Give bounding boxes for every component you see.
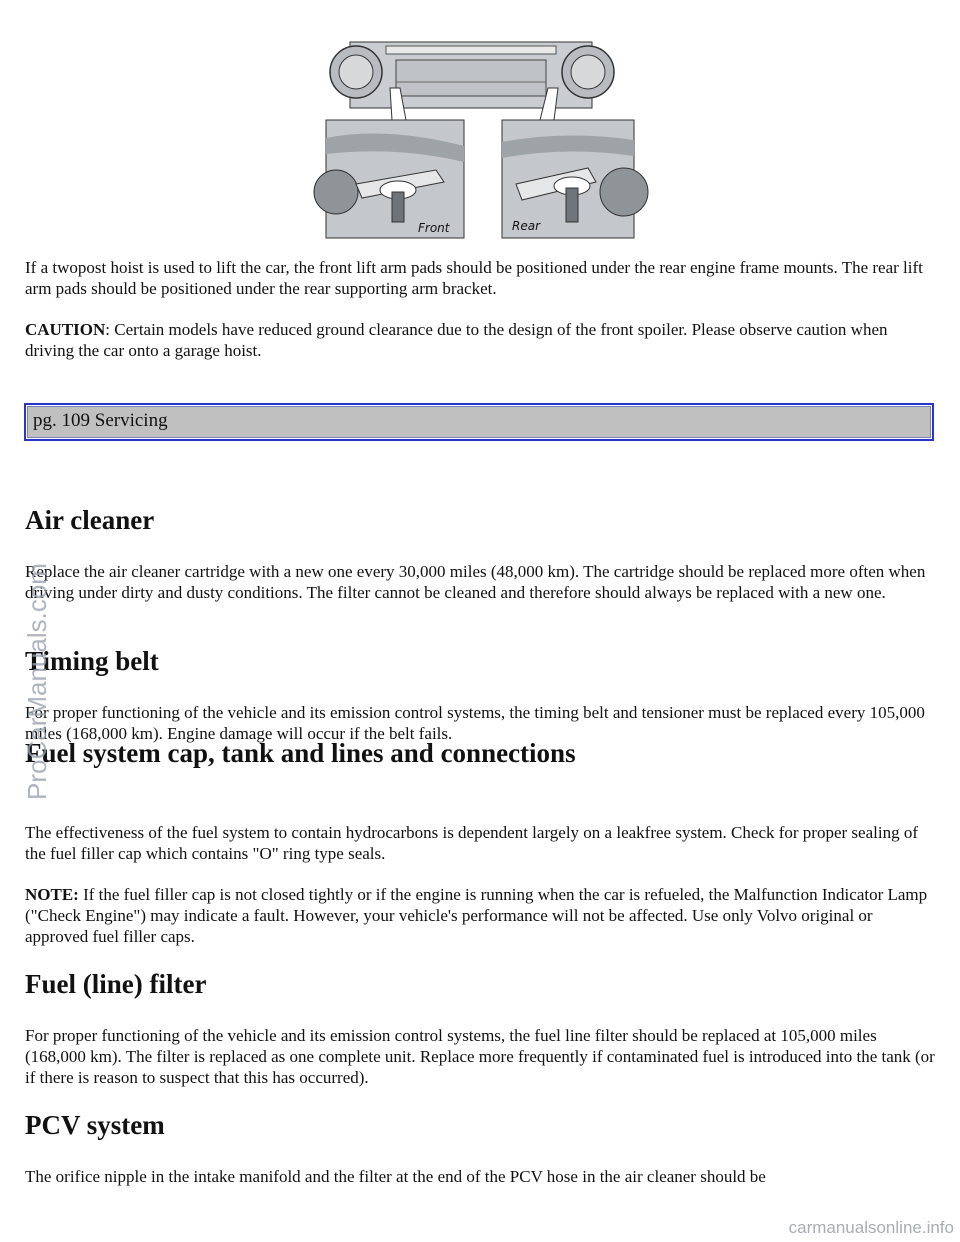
rear-lift-point-detail bbox=[502, 120, 648, 238]
fuel-cap-paragraph: The effectiveness of the fuel system to contain hydrocarbons is dependent largely on a leakfree system. Check for proper sealing of the fuel filler cap which contains "O" ring type seals. bbox=[25, 823, 918, 863]
heading-fuel-line-filter: Fuel (line) filter bbox=[25, 969, 207, 999]
front-label: Front bbox=[418, 221, 450, 235]
caution-text: : Certain models have reduced ground clearance due to the design of the front spoiler. Please observe caution when driving the car onto a garage hoist. bbox=[25, 320, 888, 360]
left-watermark-text: ProCarManuals.com bbox=[22, 563, 52, 800]
page-number-label: pg. 109 Servicing bbox=[33, 410, 168, 431]
hoist-lift-points-illustration bbox=[326, 42, 634, 238]
pcv-paragraph: The orifice nipple in the intake manifold and the filter at the end of the PCV hose in the air cleaner should be bbox=[25, 1167, 766, 1186]
heading-fuel-system-cap: Fuel system cap, tank and lines and connections bbox=[25, 738, 576, 768]
page-number-bar bbox=[24, 403, 934, 441]
heading-timing-belt: Timing belt bbox=[25, 646, 159, 676]
air-cleaner-paragraph: Replace the air cleaner cartridge with a new one every 30,000 miles (48,000 km). The cartridge should be replaced more often when driving under dirty and dusty conditions. The filter cannot be cleaned and therefore should always be replaced with a new one. bbox=[25, 562, 926, 602]
fuel-filter-paragraph: For proper functioning of the vehicle and its emission control systems, the fuel line filter should be replaced at 105,000 miles (168,000 km). The filter is replaced as one complete unit. Replace more frequently if contaminated fuel is introduced into the tank (or if there is reason to suspect that this has occurred). bbox=[25, 1026, 935, 1087]
car-underside-overview bbox=[330, 42, 614, 108]
caution-label: CAUTION bbox=[25, 320, 106, 339]
heading-air-cleaner: Air cleaner bbox=[25, 505, 155, 535]
note-text: If the fuel filler cap is not closed tightly or if the engine is running when the car is refueled, the Malfunction Indicator Lamp ("Check Engine") may indicate a fault. However, your vehicle's performance will not be affected. Use only Volvo original or approved fuel filler caps. bbox=[25, 885, 928, 946]
heading-pcv-system: PCV system bbox=[25, 1110, 165, 1140]
caution-paragraph bbox=[25, 319, 937, 361]
bottom-right-watermark: carmanualsonline.info bbox=[788, 1218, 954, 1237]
left-watermark bbox=[0, 520, 52, 800]
timing-belt-paragraph: For proper functioning of the vehicle and its emission control systems, the timing belt and tensioner must be replaced every 105,000 miles (168,000 km). Engine damage will occur if the belt fails. bbox=[25, 703, 925, 743]
rear-label: Rear bbox=[512, 219, 541, 233]
hoist-paragraph: If a twopost hoist is used to lift the car, the front lift arm pads should be positioned under the rear engine frame mounts. The rear lift arm pads should be positioned under the rear supporting arm bracket. bbox=[25, 258, 923, 298]
front-lift-point-detail bbox=[314, 120, 464, 238]
note-label: NOTE: bbox=[25, 885, 79, 904]
fuel-cap-note bbox=[25, 884, 937, 947]
